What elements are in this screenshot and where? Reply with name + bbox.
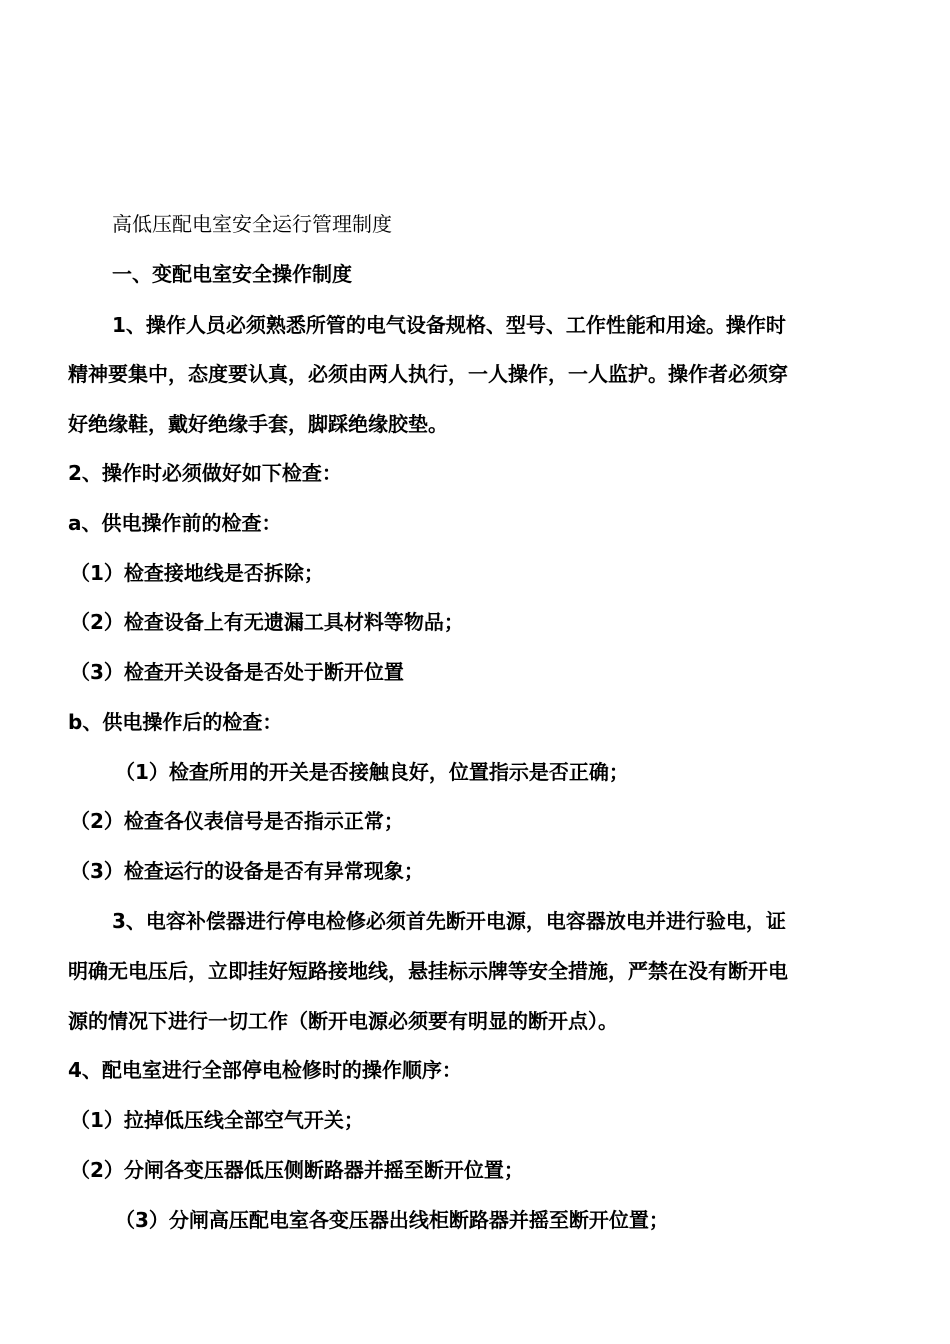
section-heading: 一、变配电室安全操作制度 — [112, 262, 352, 286]
list-heading: 2、操作时必须做好如下检查： — [68, 461, 342, 485]
document-title: 高低压配电室安全运行管理制度 — [112, 212, 392, 236]
list-item: （1）检查所用的开关是否接触良好，位置指示是否正确； — [115, 760, 629, 784]
list-item: （2）检查各仪表信号是否指示正常； — [70, 809, 404, 833]
list-item: （3）检查开关设备是否处于断开位置 — [70, 660, 404, 684]
paragraph-line: 3、电容补偿器进行停电检修必须首先断开电源，电容器放电并进行验电，证 — [112, 909, 786, 933]
paragraph-line: 源的情况下进行一切工作（断开电源必须要有明显的断开点）。 — [68, 1009, 618, 1033]
paragraph-line: 精神要集中，态度要认真，必须由两人执行，一人操作，一人监护。操作者必须穿 — [68, 362, 788, 386]
list-item: （2）分闸各变压器低压侧断路器并摇至断开位置； — [70, 1158, 524, 1182]
paragraph-line: 好绝缘鞋，戴好绝缘手套，脚踩绝缘胶垫。 — [68, 412, 448, 436]
list-item: （2）检查设备上有无遗漏工具材料等物品； — [70, 610, 464, 634]
list-item: （1）拉掉低压线全部空气开关； — [70, 1108, 364, 1132]
paragraph-line: 1、操作人员必须熟悉所管的电气设备规格、型号、工作性能和用途。操作时 — [112, 313, 786, 337]
subheading: b、供电操作后的检查： — [68, 710, 283, 734]
list-heading: 4、配电室进行全部停电检修时的操作顺序： — [68, 1058, 462, 1082]
subheading: a、供电操作前的检查： — [68, 511, 282, 535]
list-item: （3）分闸高压配电室各变压器出线柜断路器并摇至断开位置； — [115, 1208, 669, 1232]
paragraph-line: 明确无电压后，立即挂好短路接地线，悬挂标示牌等安全措施，严禁在没有断开电 — [68, 959, 788, 983]
list-item: （3）检查运行的设备是否有异常现象； — [70, 859, 424, 883]
list-item: （1）检查接地线是否拆除； — [70, 561, 324, 585]
